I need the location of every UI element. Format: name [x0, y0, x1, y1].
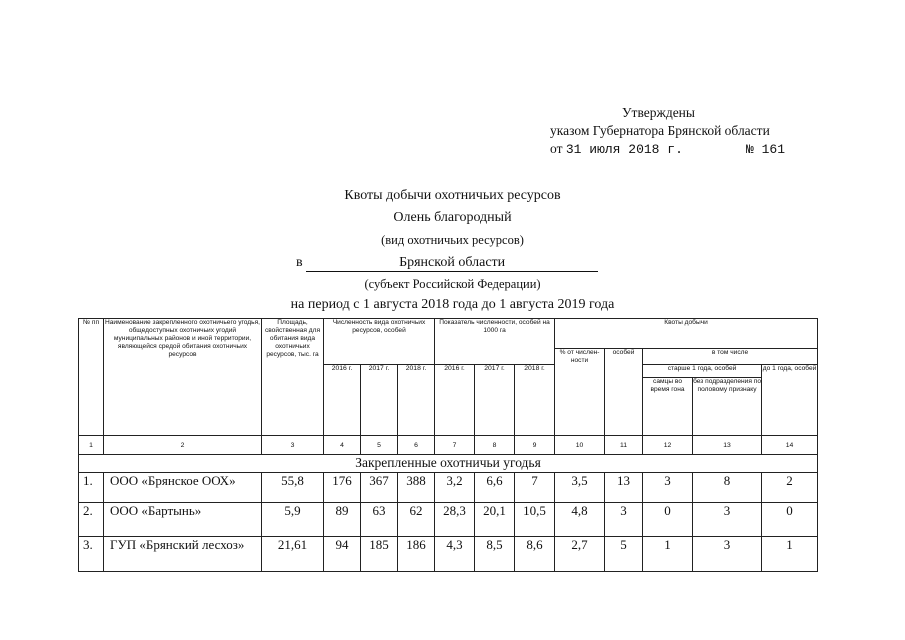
date-prefix: от: [550, 141, 563, 156]
row-den-2016: 28,3: [435, 503, 475, 537]
table-row: [79, 503, 818, 537]
header-density: Показатель численности, особей на 1000 га: [435, 319, 555, 365]
col-number: 7: [435, 436, 475, 455]
row-den-2018: 7: [515, 473, 555, 503]
row-individuals: 13: [605, 473, 643, 503]
header-num: № пп: [79, 319, 104, 436]
species-caption: (вид охотничьих ресурсов): [381, 233, 524, 247]
table-row: [79, 537, 818, 572]
row-num: 2.: [79, 503, 104, 537]
header-year-den-2018: 2018 г.: [515, 365, 555, 436]
row-percent: 3,5: [555, 473, 605, 503]
row-pop-2016: 94: [324, 537, 361, 572]
header-no-gender: без подразделения по половому признаку: [693, 378, 762, 436]
col-number: 4: [324, 436, 361, 455]
row-name: ГУП «Брянский лесхоз»: [104, 537, 262, 572]
row-under: 2: [762, 473, 818, 503]
header-year-pop-2018: 2018 г.: [398, 365, 435, 436]
row-pop-2016: 176: [324, 473, 361, 503]
col-number: 9: [515, 436, 555, 455]
period: на период с 1 августа 2018 года до 1 августа 2019 года: [290, 297, 615, 312]
col-number: 10: [555, 436, 605, 455]
row-pop-2018: 62: [398, 503, 435, 537]
row-num: 1.: [79, 473, 104, 503]
region-prefix: в: [296, 255, 303, 270]
col-number: 8: [475, 436, 515, 455]
region-caption: (субъект Российской Федерации): [364, 277, 541, 291]
row-den-2018: 8,6: [515, 537, 555, 572]
header-under: до 1 года, особей: [762, 365, 818, 436]
row-individuals: 5: [605, 537, 643, 572]
row-males: 3: [643, 473, 693, 503]
region-line: [296, 255, 598, 272]
header-percent: % от числен-ности: [555, 349, 605, 436]
header-males: самцы во время гона: [643, 378, 693, 436]
row-area: 5,9: [262, 503, 324, 537]
row-den-2017: 20,1: [475, 503, 515, 537]
row-name: ООО «Брянское ООХ»: [104, 473, 262, 503]
row-individuals: 3: [605, 503, 643, 537]
row-den-2017: 6,6: [475, 473, 515, 503]
header-year-pop-2017: 2017 г.: [361, 365, 398, 436]
col-number: 3: [262, 436, 324, 455]
row-percent: 4,8: [555, 503, 605, 537]
row-no-gender: 3: [693, 503, 762, 537]
header-population: Численность вида охотничьих ресурсов, особей: [324, 319, 435, 365]
approval-authority: указом Губернатора Брянской области: [550, 123, 770, 138]
row-pop-2016: 89: [324, 503, 361, 537]
header-year-den-2017: 2017 г.: [475, 365, 515, 436]
document-title: Квоты добычи охотничьих ресурсов: [344, 188, 561, 203]
section-title: Закрепленные охотничьи угодья: [79, 455, 818, 473]
row-den-2016: 4,3: [435, 537, 475, 572]
approval-date: 31 июля 2018 г.: [565, 142, 683, 157]
col-number: 14: [762, 436, 818, 455]
quota-table: [78, 318, 818, 572]
row-no-gender: 8: [693, 473, 762, 503]
row-percent: 2,7: [555, 537, 605, 572]
col-number: 2: [104, 436, 262, 455]
row-pop-2018: 186: [398, 537, 435, 572]
row-den-2018: 10,5: [515, 503, 555, 537]
approval-title: Утверждены: [622, 105, 695, 120]
row-males: 1: [643, 537, 693, 572]
row-area: 21,61: [262, 537, 324, 572]
header-year-den-2016: 2016 г.: [435, 365, 475, 436]
row-num: 3.: [79, 537, 104, 572]
row-no-gender: 3: [693, 537, 762, 572]
row-pop-2017: 185: [361, 537, 398, 572]
row-pop-2017: 367: [361, 473, 398, 503]
col-number: 13: [693, 436, 762, 455]
approval-date-line: [550, 140, 683, 159]
approval-number: № 161: [746, 142, 786, 157]
col-number: 11: [605, 436, 643, 455]
row-pop-2018: 388: [398, 473, 435, 503]
header-individuals: особей: [605, 349, 643, 436]
header-year-pop-2016: 2016 г.: [324, 365, 361, 436]
header-quotas: Квоты добычи: [555, 319, 818, 349]
header-name: Наименование закрепленного охотничьего угодья, общедоступных охотничьих угодий муниципальных районов и иной территории, являющейся средой обитания охотничьих ресурсов: [104, 319, 262, 436]
species-name: Олень благородный: [393, 210, 512, 225]
row-males: 0: [643, 503, 693, 537]
header-including: в том числе: [643, 349, 818, 365]
row-pop-2017: 63: [361, 503, 398, 537]
header-older: старше 1 года, особей: [643, 365, 762, 378]
row-under: 0: [762, 503, 818, 537]
row-name: ООО «Бартынь»: [104, 503, 262, 537]
table-row: [79, 473, 818, 503]
header-area: Площадь, свойственная для обитания вида охотничьих ресурсов, тыс. га: [262, 319, 324, 436]
row-den-2017: 8,5: [475, 537, 515, 572]
row-under: 1: [762, 537, 818, 572]
region-name: Брянской области: [306, 255, 598, 272]
row-area: 55,8: [262, 473, 324, 503]
col-number: 5: [361, 436, 398, 455]
col-number: 12: [643, 436, 693, 455]
col-number: 6: [398, 436, 435, 455]
row-den-2016: 3,2: [435, 473, 475, 503]
col-number: 1: [79, 436, 104, 455]
